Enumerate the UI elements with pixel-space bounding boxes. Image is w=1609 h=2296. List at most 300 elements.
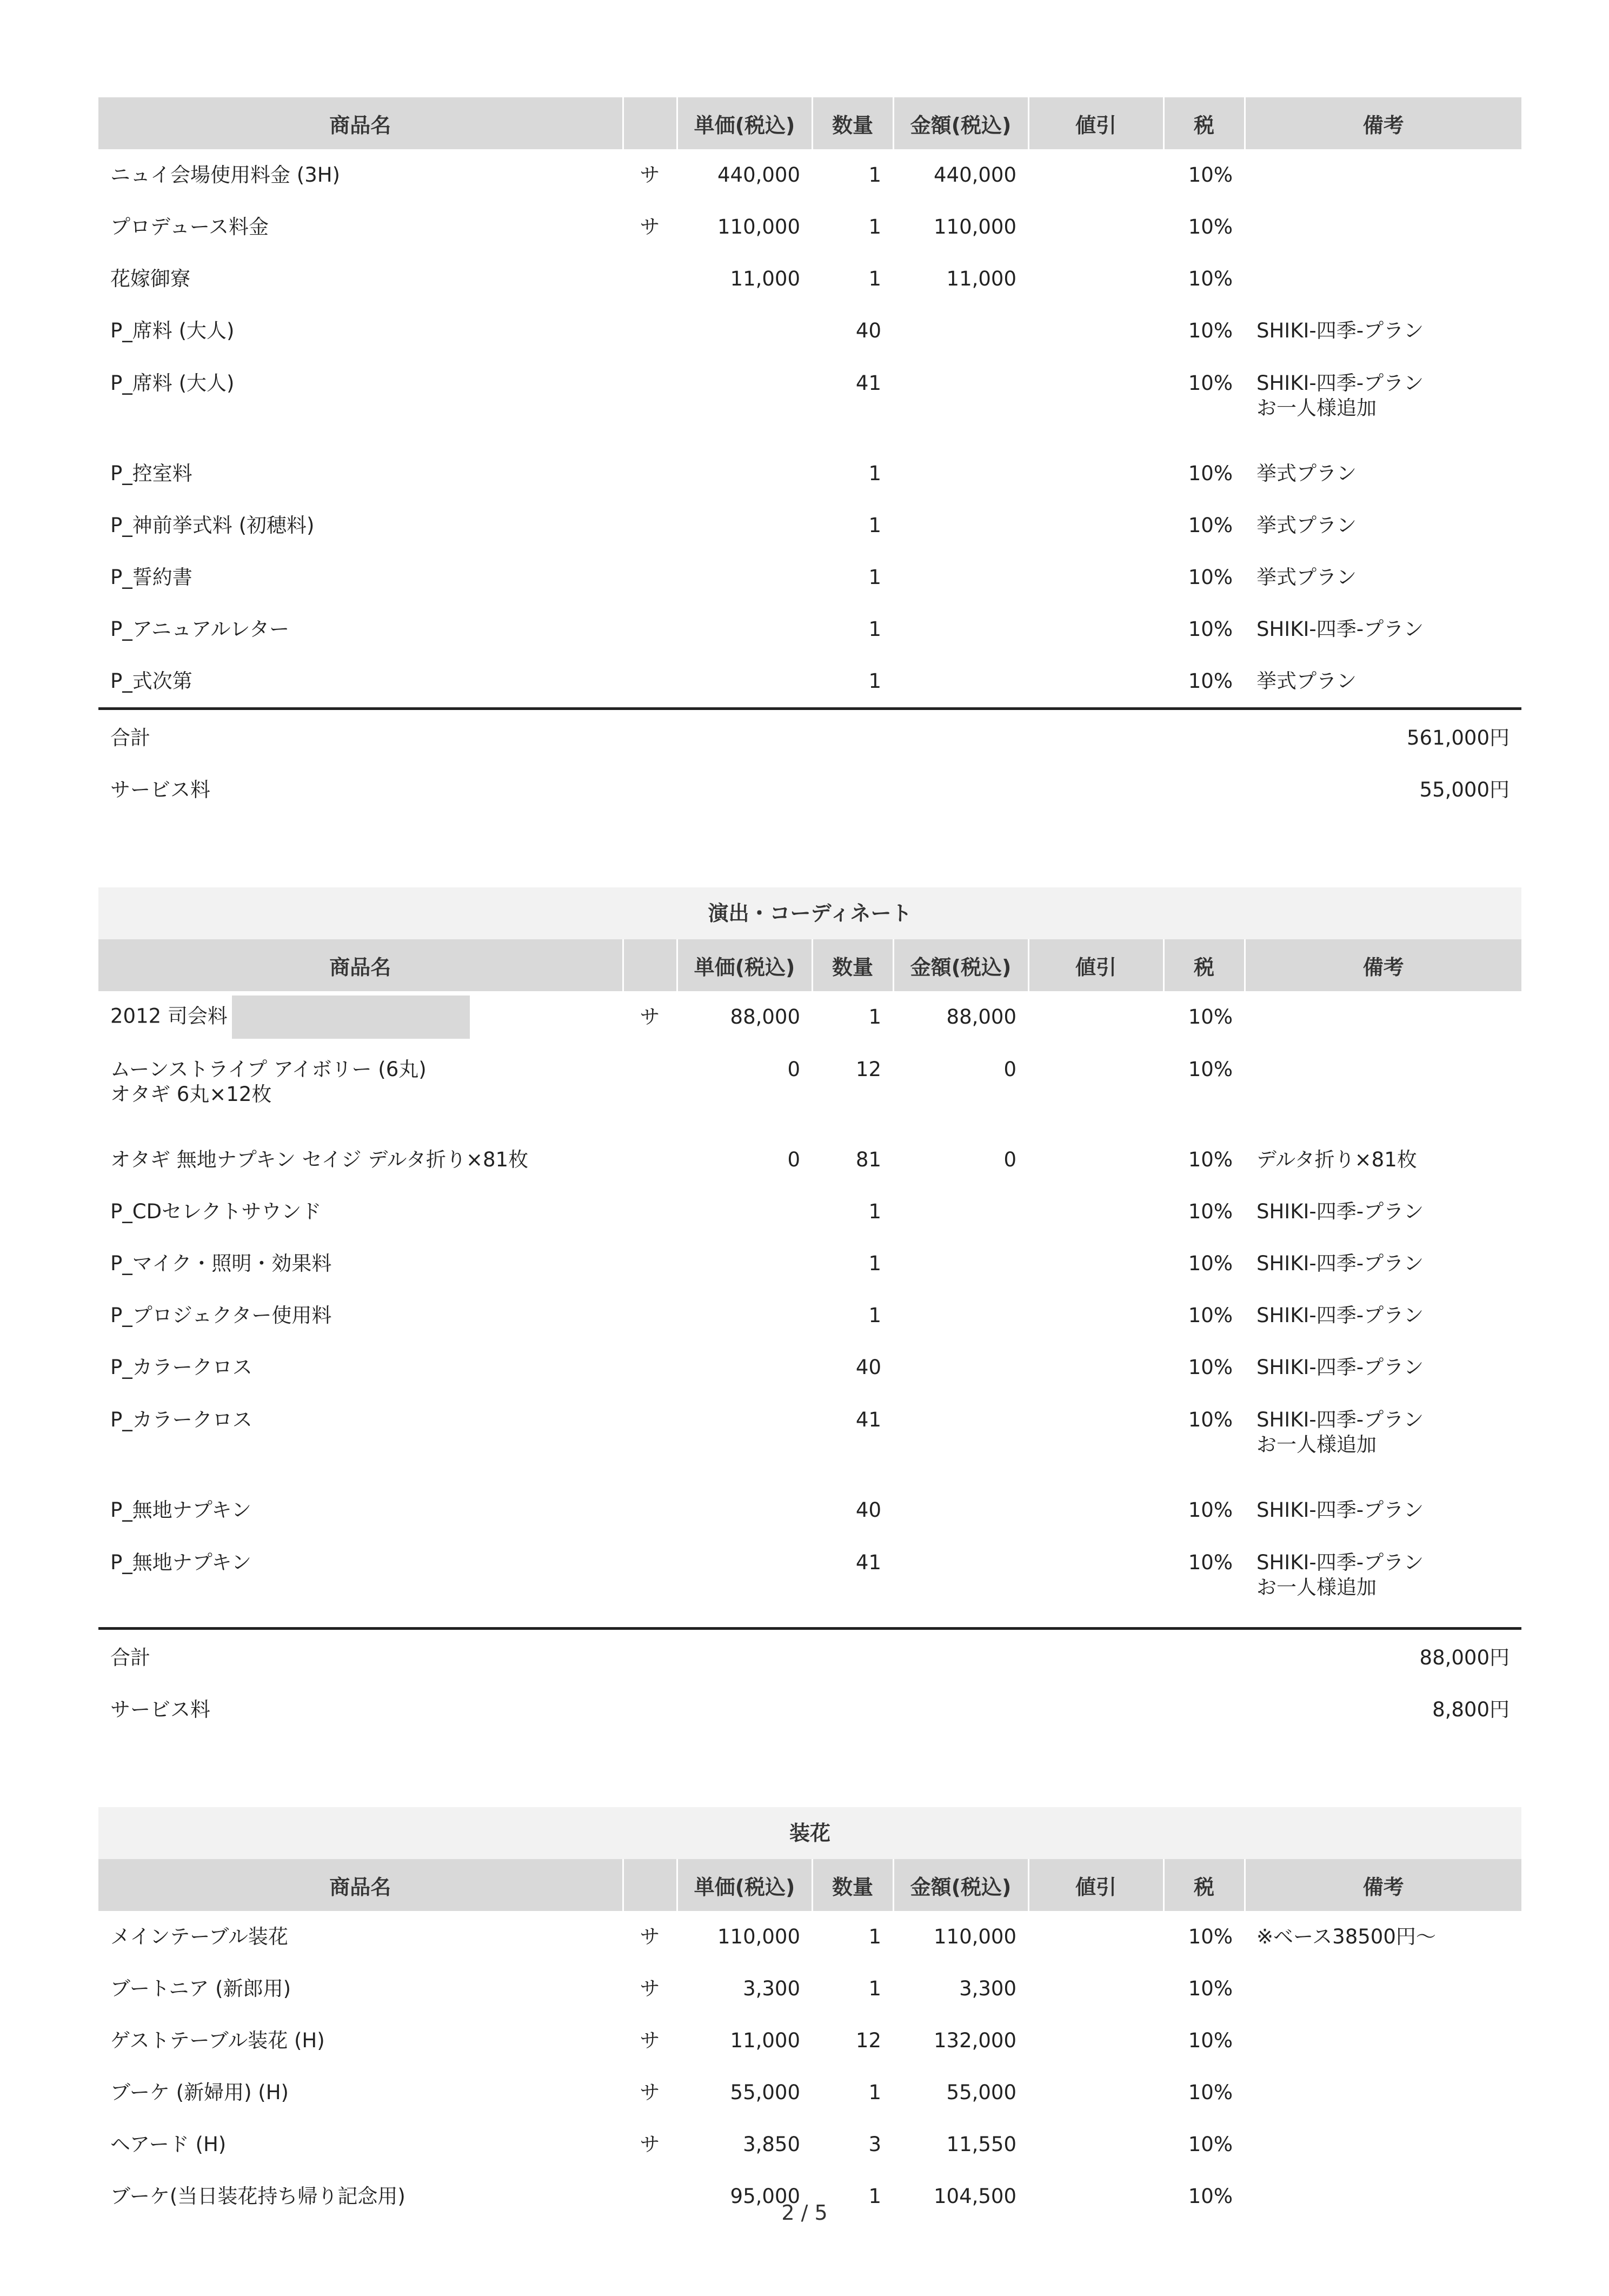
remarks xyxy=(1245,1911,1521,1963)
amount xyxy=(893,552,1028,603)
tax-rate: 10% xyxy=(1188,1408,1233,1431)
unit-price: 11,000 xyxy=(730,2029,800,2052)
amount: 132,000 xyxy=(933,2029,1016,2052)
column-header-blank xyxy=(623,1859,677,1911)
table-row xyxy=(98,253,1521,305)
quantity: 1 xyxy=(868,2185,881,2208)
quantity: 1 xyxy=(868,215,881,238)
quantity: 40 xyxy=(855,1356,881,1379)
tax-rate: 10% xyxy=(1188,1005,1233,1028)
column-header-qty: 数量 xyxy=(812,1859,893,1911)
table-row xyxy=(98,603,1521,655)
column-header-unit: 単価(税込) xyxy=(677,97,812,149)
discount xyxy=(1028,448,1163,500)
table-body xyxy=(98,149,1521,707)
tax-rate: 10% xyxy=(1188,2029,1233,2052)
table-row xyxy=(98,357,1521,448)
estimate-section xyxy=(98,97,1521,814)
column-header-note: 備考 xyxy=(1245,97,1521,149)
item-name: オタギ 無地ナプキン セイジ デルタ折り×81枚 xyxy=(110,1148,529,1171)
amount xyxy=(893,655,1028,707)
quantity: 1 xyxy=(868,1304,881,1327)
quantity: 1 xyxy=(868,669,881,693)
table-row xyxy=(98,1290,1521,1342)
remarks-line1: SHIKI-四季-プラン xyxy=(1256,1408,1424,1431)
discount xyxy=(1028,305,1163,357)
unit-price xyxy=(677,603,812,655)
remarks xyxy=(1245,1043,1521,1134)
item-name-cell xyxy=(98,1342,623,1393)
item-name: ムーンストライプ アイボリー (6丸) xyxy=(110,1058,427,1081)
item-name-cell xyxy=(98,2119,623,2171)
amount: 0 xyxy=(1003,1058,1016,1081)
tax-rate: 10% xyxy=(1188,1200,1233,1223)
quantity: 1 xyxy=(868,163,881,187)
discount xyxy=(1028,991,1163,1043)
unit-price xyxy=(677,448,812,500)
table-header xyxy=(98,97,1521,149)
service-flag: サ xyxy=(640,1925,660,1948)
column-header-amount: 金額(税込) xyxy=(893,939,1028,991)
amount xyxy=(893,1342,1028,1393)
service-fee-label: サービス料 xyxy=(110,778,210,801)
item-name-cell xyxy=(98,1290,623,1342)
unit-price: 11,000 xyxy=(730,267,800,290)
remarks xyxy=(1245,357,1521,448)
unit-price xyxy=(677,1290,812,1342)
section-title: 装花 xyxy=(98,1807,1521,1859)
remarks xyxy=(1245,448,1521,500)
item-name-line2: オタギ 6丸×12枚 xyxy=(110,1083,272,1106)
remarks xyxy=(1245,1393,1521,1484)
amount xyxy=(893,1290,1028,1342)
tax-rate: 10% xyxy=(1188,215,1233,238)
remarks xyxy=(1245,1342,1521,1393)
item-name: P_マイク・照明・効果料 xyxy=(110,1252,332,1275)
remarks xyxy=(1245,991,1521,1043)
discount xyxy=(1028,500,1163,552)
item-name-cell xyxy=(98,655,623,707)
discount xyxy=(1028,201,1163,253)
table-row xyxy=(98,2015,1521,2067)
tax-rate: 10% xyxy=(1188,1356,1233,1379)
remarks xyxy=(1245,2067,1521,2119)
total-label: 合計 xyxy=(110,1646,150,1669)
quantity: 1 xyxy=(868,566,881,589)
discount xyxy=(1028,357,1163,448)
remarks-line1: 挙式プラン xyxy=(1256,566,1357,589)
item-name: P_神前挙式料 (初穂料) xyxy=(110,514,315,537)
table-row xyxy=(98,552,1521,603)
discount xyxy=(1028,1393,1163,1484)
remarks xyxy=(1245,305,1521,357)
service-flag xyxy=(623,448,677,500)
tax-rate: 10% xyxy=(1188,1252,1233,1275)
column-header-tax: 税 xyxy=(1163,939,1245,991)
service-fee-value: 55,000円 xyxy=(1419,778,1510,801)
tax-rate: 10% xyxy=(1188,2185,1233,2208)
item-name: P_プロジェクター使用料 xyxy=(110,1304,332,1327)
table-header xyxy=(98,1859,1521,1911)
service-flag: サ xyxy=(640,1005,660,1028)
amount: 440,000 xyxy=(933,163,1016,187)
item-name-cell xyxy=(98,603,623,655)
tax-rate: 10% xyxy=(1188,1058,1233,1081)
item-name-cell xyxy=(98,552,623,603)
amount xyxy=(893,1536,1028,1627)
service-flag xyxy=(623,253,677,305)
unit-price xyxy=(677,1393,812,1484)
item-name-cell xyxy=(98,991,623,1043)
header-row xyxy=(98,97,1521,149)
table-row xyxy=(98,448,1521,500)
table-header xyxy=(98,939,1521,991)
redacted-block xyxy=(232,996,470,1039)
item-name: ゲストテーブル装花 (H) xyxy=(110,2029,325,2052)
section-totals xyxy=(98,1627,1521,1734)
quantity: 1 xyxy=(868,1977,881,2000)
tax-rate: 10% xyxy=(1188,1925,1233,1948)
service-flag xyxy=(623,1134,677,1186)
quantity: 1 xyxy=(868,1200,881,1223)
discount xyxy=(1028,253,1163,305)
unit-price: 440,000 xyxy=(717,163,800,187)
discount xyxy=(1028,1911,1163,1963)
amount xyxy=(893,603,1028,655)
service-flag xyxy=(623,655,677,707)
quantity: 1 xyxy=(868,2081,881,2104)
item-name: プロデュース料金 xyxy=(110,215,269,238)
item-name: P_カラークロス xyxy=(110,1356,252,1379)
tax-rate: 10% xyxy=(1188,163,1233,187)
amount xyxy=(893,357,1028,448)
discount xyxy=(1028,1134,1163,1186)
item-name-cell xyxy=(98,500,623,552)
unit-price: 0 xyxy=(787,1148,800,1171)
discount xyxy=(1028,1342,1163,1393)
remarks xyxy=(1245,552,1521,603)
amount: 88,000 xyxy=(946,1005,1016,1028)
column-header-name: 商品名 xyxy=(98,97,623,149)
table-row xyxy=(98,305,1521,357)
service-flag xyxy=(623,1393,677,1484)
discount xyxy=(1028,655,1163,707)
service-flag: サ xyxy=(640,163,660,187)
table-row xyxy=(98,1043,1521,1134)
table-row xyxy=(98,1911,1521,1963)
unit-price xyxy=(677,305,812,357)
quantity: 1 xyxy=(868,1252,881,1275)
item-name-cell xyxy=(98,1134,623,1186)
remarks-line2: お一人様追加 xyxy=(1256,1576,1377,1599)
amount xyxy=(893,448,1028,500)
quantity: 1 xyxy=(868,267,881,290)
discount xyxy=(1028,149,1163,201)
unit-price xyxy=(677,1536,812,1627)
remarks-line2: お一人様追加 xyxy=(1256,1433,1377,1456)
amount xyxy=(893,1238,1028,1290)
tax-rate: 10% xyxy=(1188,371,1233,395)
tax-rate: 10% xyxy=(1188,618,1233,641)
unit-price: 95,000 xyxy=(730,2185,800,2208)
item-name-cell xyxy=(98,1393,623,1484)
remarks xyxy=(1245,1186,1521,1238)
table-row xyxy=(98,2119,1521,2171)
service-flag: サ xyxy=(640,215,660,238)
item-name: ブーケ (新婦用) (H) xyxy=(110,2081,289,2104)
section-totals xyxy=(98,707,1521,814)
table-row xyxy=(98,1134,1521,1186)
service-flag xyxy=(623,552,677,603)
service-fee-label: サービス料 xyxy=(110,1698,210,1721)
service-flag: サ xyxy=(640,2081,660,2104)
service-flag xyxy=(623,1043,677,1134)
service-flag xyxy=(623,357,677,448)
remarks xyxy=(1245,201,1521,253)
item-name: P_式次第 xyxy=(110,669,192,693)
tax-rate: 10% xyxy=(1188,462,1233,485)
table-row xyxy=(98,2067,1521,2119)
item-name-cell xyxy=(98,1186,623,1238)
remarks xyxy=(1245,1536,1521,1627)
discount xyxy=(1028,552,1163,603)
total-value: 561,000円 xyxy=(1406,726,1510,749)
item-name-cell xyxy=(98,2067,623,2119)
amount xyxy=(893,1484,1028,1536)
item-name: P_CDセレクトサウンド xyxy=(110,1200,322,1223)
remarks xyxy=(1245,1290,1521,1342)
service-flag: サ xyxy=(640,1977,660,2000)
tax-rate: 10% xyxy=(1188,1551,1233,1574)
table-row xyxy=(98,1186,1521,1238)
remarks xyxy=(1245,1963,1521,2015)
item-name: P_席料 (大人) xyxy=(110,371,235,395)
item-name-cell xyxy=(98,357,623,448)
total-value: 88,000円 xyxy=(1419,1646,1510,1669)
unit-price: 3,300 xyxy=(743,1977,800,2000)
item-name-cell xyxy=(98,2015,623,2067)
tax-rate: 10% xyxy=(1188,267,1233,290)
discount xyxy=(1028,2015,1163,2067)
unit-price xyxy=(677,500,812,552)
quantity: 12 xyxy=(855,1058,881,1081)
quantity: 12 xyxy=(855,2029,881,2052)
discount xyxy=(1028,1186,1163,1238)
tax-rate: 10% xyxy=(1188,1977,1233,2000)
remarks-line1: SHIKI-四季-プラン xyxy=(1256,618,1424,641)
tax-rate: 10% xyxy=(1188,2133,1233,2156)
column-header-tax: 税 xyxy=(1163,1859,1245,1911)
item-name: ブーケ(当日装花持ち帰り記念用) xyxy=(110,2185,405,2208)
table-body xyxy=(98,991,1521,1627)
tax-rate: 10% xyxy=(1188,319,1233,342)
quantity: 40 xyxy=(855,1498,881,1522)
unit-price xyxy=(677,1342,812,1393)
section-title: 演出・コーディネート xyxy=(98,887,1521,939)
unit-price xyxy=(677,1186,812,1238)
remarks-line1: デルタ折り×81枚 xyxy=(1256,1148,1417,1171)
items-table xyxy=(98,939,1521,1627)
table-row xyxy=(98,1393,1521,1484)
amount: 110,000 xyxy=(933,215,1016,238)
discount xyxy=(1028,1963,1163,2015)
remarks-line1: 挙式プラン xyxy=(1256,669,1357,693)
unit-price: 110,000 xyxy=(717,215,800,238)
quantity: 41 xyxy=(855,1408,881,1431)
discount xyxy=(1028,2119,1163,2171)
remarks-line1: SHIKI-四季-プラン xyxy=(1256,1356,1424,1379)
service-flag xyxy=(623,1238,677,1290)
service-flag: サ xyxy=(640,2133,660,2156)
column-header-unit: 単価(税込) xyxy=(677,1859,812,1911)
unit-price: 3,850 xyxy=(743,2133,800,2156)
unit-price xyxy=(677,655,812,707)
item-name: ニュイ会場使用料金 (3H) xyxy=(110,163,340,187)
discount xyxy=(1028,2067,1163,2119)
tax-rate: 10% xyxy=(1188,566,1233,589)
column-header-blank xyxy=(623,97,677,149)
item-name-cell xyxy=(98,1911,623,1963)
header-row xyxy=(98,939,1521,991)
item-name: ブートニア (新郎用) xyxy=(110,1977,291,2000)
remarks xyxy=(1245,2015,1521,2067)
remarks-line1: SHIKI-四季-プラン xyxy=(1256,1551,1424,1574)
remarks xyxy=(1245,2119,1521,2171)
item-name-cell xyxy=(98,201,623,253)
column-header-blank xyxy=(623,939,677,991)
discount xyxy=(1028,1238,1163,1290)
remarks-line2: お一人様追加 xyxy=(1256,396,1377,420)
column-header-tax: 税 xyxy=(1163,97,1245,149)
item-name-cell xyxy=(98,1238,623,1290)
item-name: 花嫁御寮 xyxy=(110,267,190,290)
quantity: 81 xyxy=(855,1148,881,1171)
service-flag xyxy=(623,1186,677,1238)
remarks xyxy=(1245,1238,1521,1290)
service-fee-row xyxy=(98,1682,1521,1734)
quantity: 41 xyxy=(855,371,881,395)
table-row xyxy=(98,1238,1521,1290)
discount xyxy=(1028,1484,1163,1536)
remarks xyxy=(1245,1484,1521,1536)
column-header-discount: 値引 xyxy=(1028,939,1163,991)
item-name: P_アニュアルレター xyxy=(110,618,290,641)
service-flag xyxy=(623,1536,677,1627)
quantity: 1 xyxy=(868,618,881,641)
discount xyxy=(1028,1536,1163,1627)
column-header-discount: 値引 xyxy=(1028,97,1163,149)
total-label: 合計 xyxy=(110,726,150,749)
quantity: 1 xyxy=(868,1005,881,1028)
item-name-cell xyxy=(98,1484,623,1536)
item-name-cell xyxy=(98,253,623,305)
service-flag: サ xyxy=(640,2029,660,2052)
tax-rate: 10% xyxy=(1188,1148,1233,1171)
unit-price xyxy=(677,1484,812,1536)
tax-rate: 10% xyxy=(1188,1304,1233,1327)
service-flag xyxy=(623,1484,677,1536)
service-fee-value: 8,800円 xyxy=(1432,1698,1510,1721)
item-name: ヘアード (H) xyxy=(110,2133,227,2156)
amount xyxy=(893,500,1028,552)
tax-rate: 10% xyxy=(1188,2081,1233,2104)
remarks-line1: SHIKI-四季-プラン xyxy=(1256,371,1424,395)
column-header-qty: 数量 xyxy=(812,97,893,149)
tax-rate: 10% xyxy=(1188,1498,1233,1522)
amount: 0 xyxy=(1003,1148,1016,1171)
service-flag xyxy=(623,1342,677,1393)
header-row xyxy=(98,1859,1521,1911)
table-row xyxy=(98,1536,1521,1627)
service-flag xyxy=(623,305,677,357)
remarks-line1: SHIKI-四季-プラン xyxy=(1256,319,1424,342)
quantity: 40 xyxy=(855,319,881,342)
unit-price: 110,000 xyxy=(717,1925,800,1948)
table-row xyxy=(98,149,1521,201)
column-header-name: 商品名 xyxy=(98,1859,623,1911)
remarks xyxy=(1245,253,1521,305)
item-name: P_無地ナプキン xyxy=(110,1498,251,1522)
unit-price xyxy=(677,357,812,448)
item-name: メインテーブル装花 xyxy=(110,1925,288,1948)
item-name: 2012 司会料 xyxy=(110,1004,228,1028)
table-row xyxy=(98,201,1521,253)
estimate-section xyxy=(98,1807,1521,2222)
discount xyxy=(1028,603,1163,655)
column-header-note: 備考 xyxy=(1245,939,1521,991)
items-table xyxy=(98,1859,1521,2222)
discount xyxy=(1028,1290,1163,1342)
service-flag xyxy=(623,500,677,552)
unit-price: 55,000 xyxy=(730,2081,800,2104)
table-row xyxy=(98,1342,1521,1393)
remarks xyxy=(1245,1134,1521,1186)
remarks xyxy=(1245,603,1521,655)
column-header-amount: 金額(税込) xyxy=(893,97,1028,149)
service-flag xyxy=(623,1290,677,1342)
item-name-cell xyxy=(98,1043,623,1134)
remarks xyxy=(1245,500,1521,552)
unit-price: 88,000 xyxy=(730,1005,800,1028)
item-name-cell xyxy=(98,149,623,201)
quantity: 1 xyxy=(868,514,881,537)
amount: 3,300 xyxy=(959,1977,1016,2000)
unit-price xyxy=(677,552,812,603)
remarks xyxy=(1245,655,1521,707)
remarks-line1: SHIKI-四季-プラン xyxy=(1256,1498,1424,1522)
amount: 11,550 xyxy=(946,2133,1016,2156)
quantity: 1 xyxy=(868,462,881,485)
item-name: P_カラークロス xyxy=(110,1408,252,1431)
amount xyxy=(893,1393,1028,1484)
column-header-qty: 数量 xyxy=(812,939,893,991)
item-name-cell xyxy=(98,448,623,500)
remarks-line1: ※ベース38500円〜 xyxy=(1256,1925,1436,1948)
remarks-line1: SHIKI-四季-プラン xyxy=(1256,1200,1424,1223)
page-number: 2 / 5 xyxy=(781,2201,828,2225)
item-name-cell xyxy=(98,305,623,357)
remarks-line1: SHIKI-四季-プラン xyxy=(1256,1304,1424,1327)
item-name: P_無地ナプキン xyxy=(110,1551,251,1574)
table-row xyxy=(98,1484,1521,1536)
tax-rate: 10% xyxy=(1188,514,1233,537)
remarks-line1: 挙式プラン xyxy=(1256,462,1357,485)
quantity: 1 xyxy=(868,1925,881,1948)
column-header-discount: 値引 xyxy=(1028,1859,1163,1911)
service-fee-row xyxy=(98,762,1521,814)
total-row xyxy=(98,1630,1521,1682)
table-body xyxy=(98,1911,1521,2222)
